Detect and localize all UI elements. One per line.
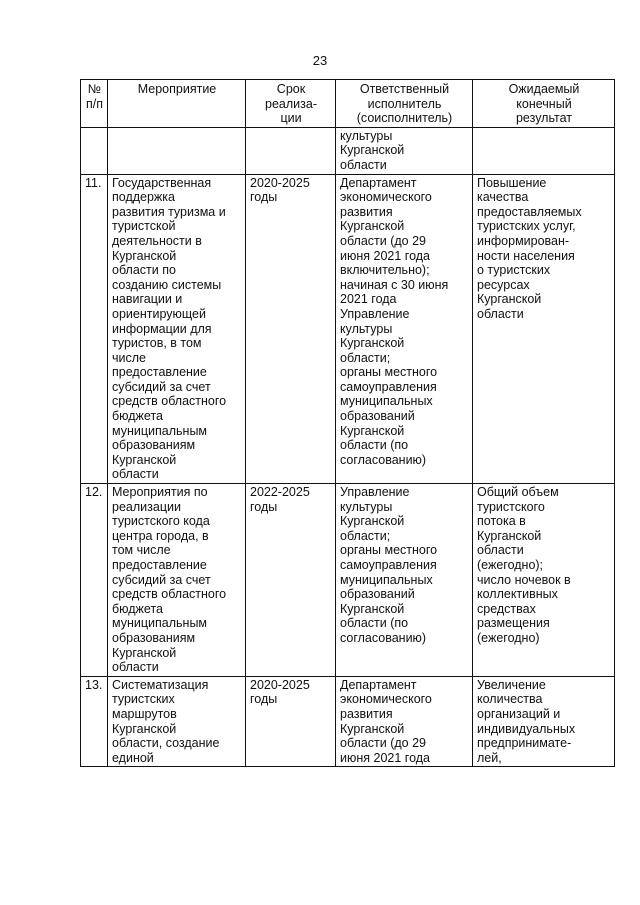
row-result: Повышение качества предоставляемых туристских услуг, информирован- ности населения о туристских ресурсах Курганской области <box>473 174 615 483</box>
header-responsible: Ответственный исполнитель (соисполнитель) <box>336 80 473 128</box>
row-term: 2020-2025 годы <box>246 676 336 767</box>
row-responsible: Управление культуры Курганской области; органы местного самоуправления муниципальных образований Курганской области (по согласованию) <box>336 484 473 677</box>
row-event: Государственная поддержка развития туризма и туристской деятельности в Курганской области по созданию системы навигации и ориентирующей информации для туристов, в том числе предоставление субсидий за счет средств областного бюджета муниципальным образованиям Курганской области <box>108 174 246 483</box>
row-term: 2020-2025 годы <box>246 174 336 483</box>
row-responsible: культуры Курганской области <box>336 127 473 174</box>
row-number <box>81 127 108 174</box>
row-number: 12. <box>81 484 108 677</box>
row-term <box>246 127 336 174</box>
row-event: Мероприятия по реализации туристского кода центра города, в том числе предоставление субсидий за счет средств областного бюджета муниципальным образованиям Курганской области <box>108 484 246 677</box>
table-row <box>81 676 615 767</box>
row-result: Общий объем туристского потока в Курганской области (ежегодно); число ночевок в коллективных средствах размещения (ежегодно) <box>473 484 615 677</box>
page-number: 23 <box>312 53 328 68</box>
header-term: Срок реализа- ции <box>246 80 336 128</box>
header-event: Мероприятие <box>108 80 246 128</box>
header-result: Ожидаемый конечный результат <box>473 80 615 128</box>
row-number: 11. <box>81 174 108 483</box>
table-row <box>81 127 615 174</box>
table-row <box>81 174 615 483</box>
table-header-row <box>81 80 615 128</box>
row-result <box>473 127 615 174</box>
row-event: Систематизация туристских маршрутов Курганской области, создание единой <box>108 676 246 767</box>
row-term: 2022-2025 годы <box>246 484 336 677</box>
row-number: 13. <box>81 676 108 767</box>
table-row <box>81 484 615 677</box>
header-number: № п/п <box>81 80 108 128</box>
measures-table <box>80 79 615 767</box>
row-responsible: Департамент экономического развития Курганской области (до 29 июня 2021 года <box>336 676 473 767</box>
row-event <box>108 127 246 174</box>
row-responsible: Департамент экономического развития Курганской области (до 29 июня 2021 года включительно); начиная с 30 июня 2021 года Управление культуры Курганской области; органы местного самоуправления муниципальных образований Курганской области (по согласованию) <box>336 174 473 483</box>
row-result: Увеличение количества организаций и индивидуальных предпринимате- лей, <box>473 676 615 767</box>
